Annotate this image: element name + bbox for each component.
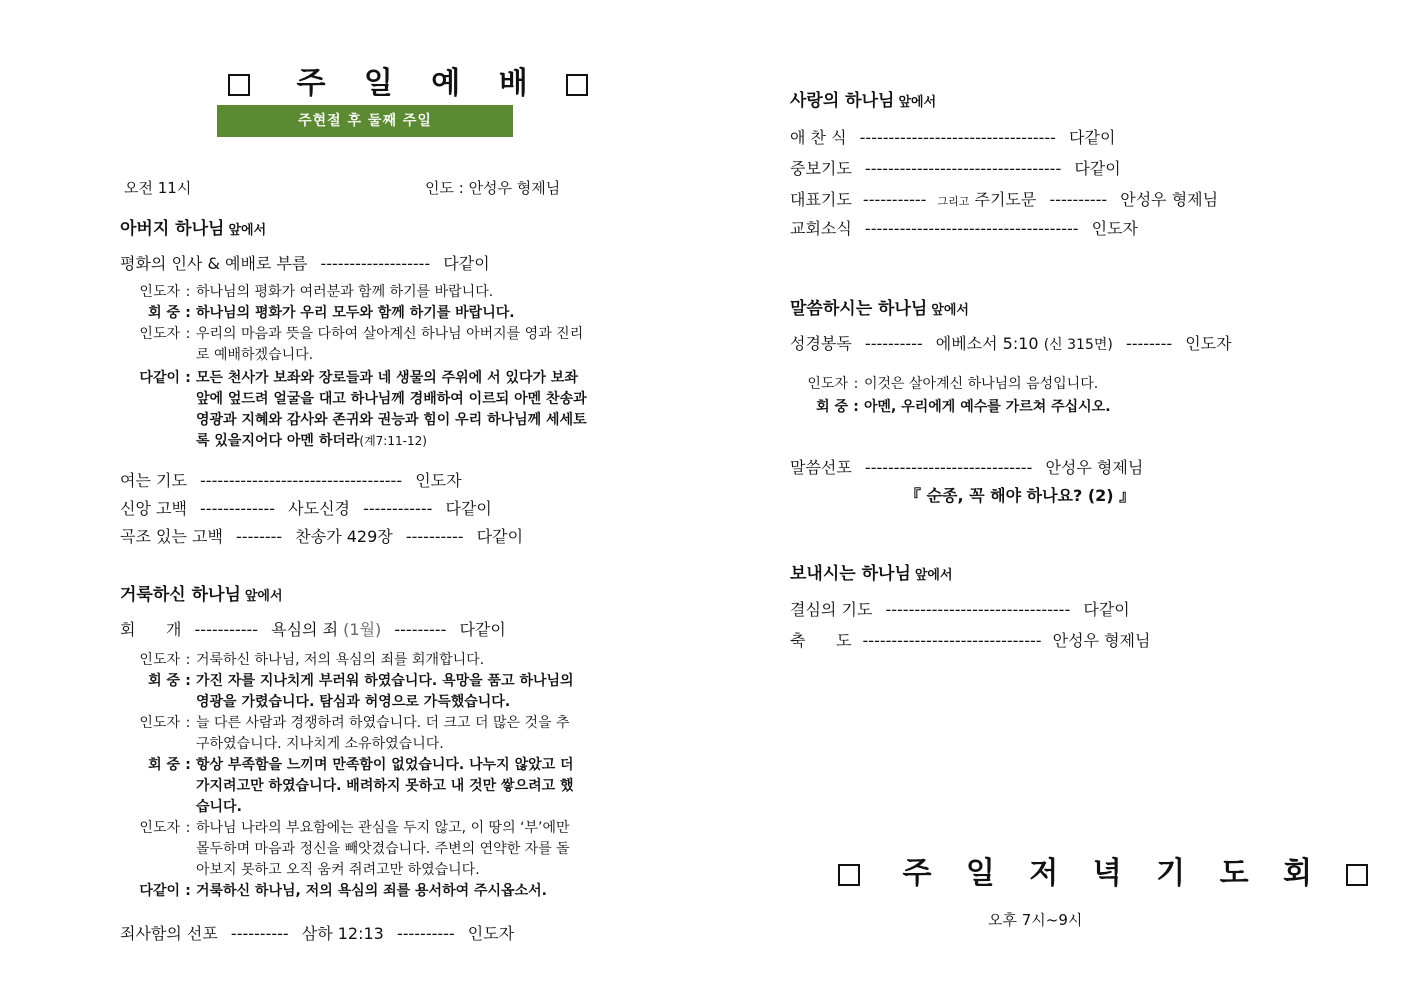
dialog-text: 모든 천사가 보좌와 장로들과 네 생물의 주위에 서 있다가 보좌 앞에 엎드려 얼굴을 대고 하나님께 경배하여 이르되 아멘 찬송과 영광과 지혜와 감사와 존귀와 권능과 힘이 우리 하나님께 세세토록 있을지어다 아멘 하더라	[196, 370, 587, 449]
dashes: ----------	[1049, 190, 1108, 209]
dialog-text: 항상 부족함을 느끼며 만족함이 없었습니다. 나누지 않았고 더 가지려고만 하였습니다. 배려하지 못하고 내 것만 쌓으려고 했습니다.	[196, 757, 574, 815]
order-row	[120, 524, 523, 547]
order-who: 다같이	[459, 620, 506, 639]
order-row	[120, 496, 492, 519]
dialog-line: 회 중 : 하나님의 평화가 우리 모두와 함께 하기를 바랍니다.	[120, 303, 590, 324]
dialog-line: 회 중 : 아멘, 우리에게 예수를 가르쳐 주십시오.	[788, 397, 1248, 418]
dashes: ----------	[396, 924, 455, 943]
speaker: 인도자	[139, 715, 180, 731]
evening-title	[838, 848, 1368, 892]
section-title: 아버지 하나님	[120, 219, 225, 239]
dialog-line: 회 중 : 항상 부족함을 느끼며 만족함이 없었습니다. 나누지 않았고 더 가지려고만 하였습니다. 배려하지 못하고 내 것만 쌓으려고 했습니다.	[120, 755, 580, 818]
square-icon	[566, 74, 588, 96]
dashes: -------------------	[320, 254, 431, 273]
dashes: ----------	[864, 334, 923, 353]
section-love	[790, 86, 936, 111]
order-label: 축 도	[790, 631, 852, 650]
dashes: -----------------------------------	[200, 471, 403, 490]
dialog-line: 인도자 : 늘 다른 사람과 경쟁하려 하였습니다. 더 크고 더 많은 것을 추구하였습니다. 지나치게 소유하였습니다.	[120, 713, 580, 755]
section-suffix: 앞에서	[228, 223, 267, 238]
dashes: -----------	[862, 190, 927, 209]
order-who: 인도자	[1091, 219, 1139, 238]
dialog-text: 거룩하신 하나님, 저의 욕심의 죄를 회개합니다.	[196, 652, 485, 668]
square-icon	[838, 864, 860, 886]
order-row	[120, 468, 462, 491]
dashes: -------------------------------	[862, 631, 1042, 650]
order-label: 결심의 기도	[790, 600, 873, 619]
order-label: 말씀선포	[790, 458, 852, 477]
order-row	[790, 628, 1150, 651]
absolution-row	[120, 921, 514, 944]
order-middle: 주기도문	[974, 190, 1037, 209]
dashes: -------------------------------------	[864, 219, 1079, 238]
square-icon	[1346, 864, 1368, 886]
order-who: 안성우 형제님	[1120, 190, 1219, 209]
dashes: --------	[236, 527, 283, 546]
order-small: 그리고	[937, 195, 970, 208]
order-who: 다같이	[445, 499, 492, 518]
order-label: 곡조 있는 고백	[120, 527, 223, 546]
section-father	[120, 214, 266, 239]
order-row	[790, 187, 1218, 210]
order-who: 다같이	[1083, 600, 1130, 619]
section-suffix: 앞에서	[898, 95, 937, 110]
order-who: 인도자	[415, 471, 462, 490]
section-suffix: 앞에서	[244, 589, 283, 604]
order-label: 애 찬 식	[790, 128, 847, 147]
order-middle: 사도신경	[288, 499, 350, 518]
dialog-line: 인도자 : 우리의 마음과 뜻을 다하여 살아계신 하나님 아버지를 영과 진리로 예배하겠습니다.	[120, 324, 590, 366]
order-label: 죄사함의 선포	[120, 924, 218, 943]
sermon-row	[790, 455, 1143, 478]
order-who: 다같이	[1074, 159, 1121, 178]
dashes: -------------	[200, 499, 276, 518]
dialog-line: 인도자 : 이것은 살아계신 하나님의 음성입니다.	[788, 374, 1248, 395]
square-icon	[228, 74, 250, 96]
dashes: ------------	[363, 499, 433, 518]
speaker: 인도자	[139, 820, 180, 836]
dialog-text: 가진 자를 지나치게 부러워 하였습니다. 욕망을 품고 하나님의 영광을 가렸습니다. 탐심과 허영으로 가득했습니다.	[196, 673, 574, 710]
dialog-repentance	[120, 650, 580, 902]
section-holy	[120, 580, 283, 605]
service-leader: 인도 : 안성우 형제님	[425, 179, 561, 197]
order-row	[790, 597, 1130, 620]
dashes: ----------	[405, 527, 464, 546]
speaker: 다같이	[139, 883, 180, 899]
order-who: 안성우 형제님	[1052, 631, 1151, 650]
order-label: 신앙 고백	[120, 499, 187, 518]
dialog-text: 아멘, 우리에게 예수를 가르쳐 주십시오.	[864, 399, 1111, 415]
order-paren: (1월)	[343, 620, 382, 639]
worship-title-text: 주 일 예 배	[296, 66, 542, 101]
dialog-line: 인도자 : 하나님의 평화가 여러분과 함께 하기를 바랍니다.	[120, 282, 590, 303]
dialog-line: 인도자 : 하나님 나라의 부요함에는 관심을 두지 않고, 이 땅의 ‘부’에만 몰두하며 마음과 정신을 빼앗겼습니다. 주변의 연약한 자를 돌아보지 못하고 오직 움켜 쥐려고만 하였습니다.	[120, 818, 580, 881]
order-label: 회 개	[120, 620, 182, 639]
dialog-text: 늘 다른 사람과 경쟁하려 하였습니다. 더 크고 더 많은 것을 추구하였습니다. 지나치게 소유하였습니다.	[196, 715, 570, 752]
speaker: 다같이	[139, 370, 180, 386]
dialog-text: 하나님의 평화가 여러분과 함께 하기를 바랍니다.	[196, 284, 494, 300]
order-who: 다같이	[1069, 128, 1116, 147]
section-title: 거룩하신 하나님	[120, 585, 241, 605]
greeting-who: 다같이	[443, 254, 490, 273]
speaker: 회 중	[816, 399, 848, 415]
dialog-line: 회 중 : 가진 자를 지나치게 부러워 하였습니다. 욕망을 품고 하나님의 영광을 가렸습니다. 탐심과 허영으로 가득했습니다.	[120, 671, 580, 713]
order-paren: (신 315면)	[1043, 337, 1113, 353]
dashes: -----------------------------	[864, 458, 1033, 477]
evening-title-text: 주 일 저 녁 기 도 회	[902, 856, 1324, 891]
dialog-text: 하나님 나라의 부요함에는 관심을 두지 않고, 이 땅의 ‘부’에만 몰두하며 마음과 정신을 빼앗겼습니다. 주변의 연약한 자를 돌아보지 못하고 오직 움켜 쥐려고만 하였습니다.	[196, 820, 570, 878]
section-send	[790, 559, 953, 584]
order-row	[790, 125, 1115, 148]
repent-row	[120, 617, 506, 640]
evening-time: 오후 7시~9시	[988, 911, 1083, 929]
order-label: 성경봉독	[790, 334, 852, 353]
order-middle: 욕심의 죄	[271, 620, 339, 639]
section-suffix: 앞에서	[914, 568, 953, 583]
order-row	[790, 216, 1138, 239]
section-title: 말씀하시는 하나님	[790, 299, 928, 319]
dialog-text: 거룩하신 하나님, 저의 욕심의 죄를 용서하여 주시옵소서.	[196, 883, 547, 899]
speaker: 회 중	[148, 305, 180, 321]
dialog-line: 인도자 : 거룩하신 하나님, 저의 욕심의 죄를 회개합니다.	[120, 650, 580, 671]
order-who: 인도자	[467, 924, 515, 943]
order-middle: 찬송가 429장	[295, 527, 393, 546]
dialog-line: 다같이 : 모든 천사가 보좌와 장로들과 네 생물의 주위에 서 있다가 보좌 앞에 엎드려 얼굴을 대고 하나님께 경배하여 이르되 아멘 찬송과 영광과 지혜와 감사와 존귀와 권능과 힘이 우리 하나님께 세세토록 있을지어다 아멘 하더라(계7:11-12)	[120, 368, 590, 452]
order-who: 안성우 형제님	[1045, 458, 1144, 477]
speaker: 인도자	[139, 284, 180, 300]
order-label: 여는 기도	[120, 471, 187, 490]
dashes: -----------	[194, 620, 259, 639]
speaker: 인도자	[139, 652, 180, 668]
section-word	[790, 294, 969, 319]
order-who: 인도자	[1185, 334, 1232, 353]
order-label: 대표기도	[790, 190, 852, 209]
order-label: 교회소식	[790, 219, 852, 238]
dialog-text: 우리의 마음과 뜻을 다하여 살아계신 하나님 아버지를 영과 진리로 예배하겠습니다.	[196, 326, 584, 363]
greeting-label: 평화의 인사 & 예배로 부름	[120, 254, 308, 273]
dialog-opening	[120, 282, 590, 452]
dialog-scripture	[788, 374, 1248, 418]
dashes: ---------	[394, 620, 447, 639]
order-row	[790, 156, 1121, 179]
section-suffix: 앞에서	[931, 303, 969, 318]
service-time: 오전 11시	[124, 179, 192, 197]
section-title: 사랑의 하나님	[790, 91, 895, 111]
dashes: ----------	[230, 924, 289, 943]
order-label: 중보기도	[790, 159, 852, 178]
dialog-text: 이것은 살아계신 하나님의 음성입니다.	[864, 376, 1099, 392]
dashes: --------------------------------	[885, 600, 1071, 619]
sermon-title: 『 순종, 꼭 해야 하나요? (2) 』	[905, 486, 1136, 505]
dashes: ----------------------------------	[864, 159, 1062, 178]
order-who: 다같이	[476, 527, 524, 546]
reading-row	[790, 331, 1232, 354]
speaker: 인도자	[139, 326, 180, 342]
section-title: 보내시는 하나님	[790, 564, 911, 584]
dialog-text: 하나님의 평화가 우리 모두와 함께 하기를 바랍니다.	[196, 305, 515, 321]
scripture-citation: (계7:11-12)	[359, 434, 427, 448]
speaker: 회 중	[148, 757, 180, 773]
dialog-line: 다같이 : 거룩하신 하나님, 저의 욕심의 죄를 용서하여 주시옵소서.	[120, 881, 580, 902]
speaker: 인도자	[807, 376, 848, 392]
speaker: 회 중	[148, 673, 180, 689]
greeting-row	[120, 251, 490, 274]
order-middle: 삼하 12:13	[301, 924, 384, 943]
sunday-banner: 주현절 후 둘째 주일	[217, 105, 513, 137]
dashes: --------	[1125, 334, 1173, 353]
dashes: ----------------------------------	[859, 128, 1056, 147]
order-middle: 에베소서 5:10	[935, 334, 1039, 353]
worship-title	[228, 58, 588, 102]
